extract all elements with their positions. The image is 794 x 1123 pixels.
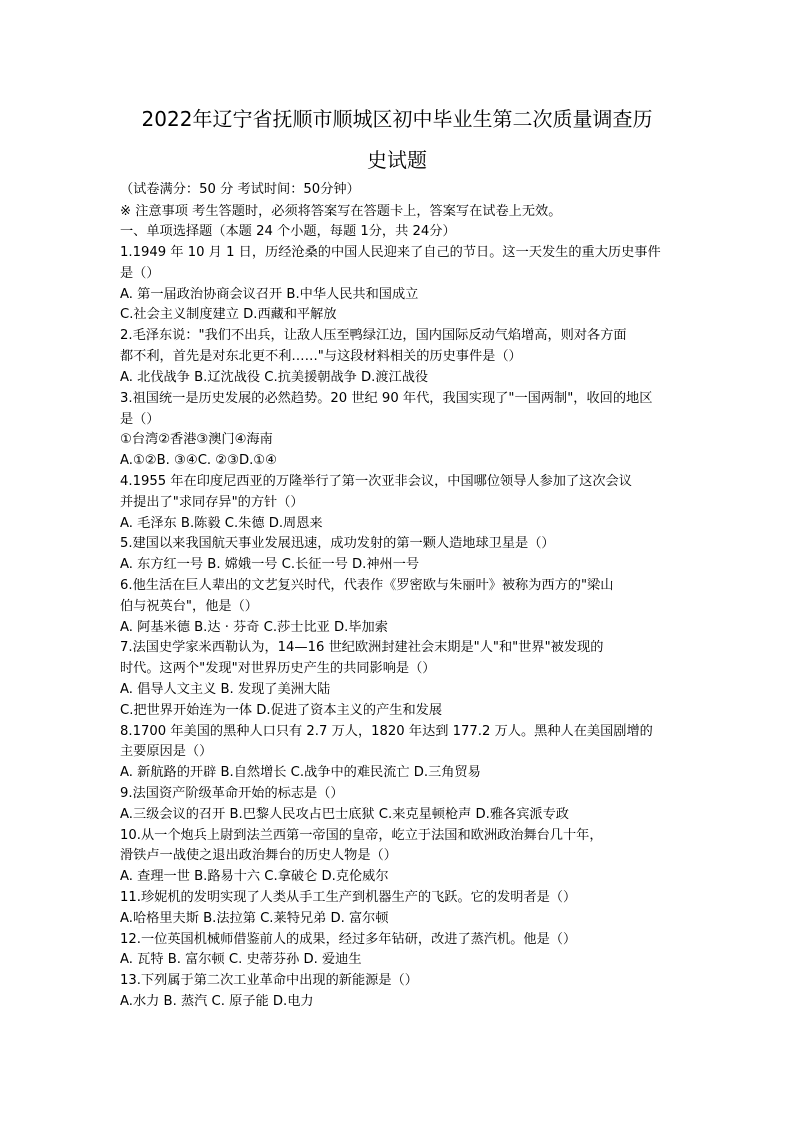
question-text: 时代。这两个"发现"对世界历史产生的共同影响是（） bbox=[120, 661, 436, 676]
answer-options: A. 北伐战争 B.辽沈战役 C.抗美援朝战争 D.渡江战役 bbox=[120, 370, 429, 385]
question-text: 12.一位英国机械师借鉴前人的成果，经过多年钻研，改进了蒸汽机。他是（） bbox=[120, 932, 577, 947]
answer-options: A. 东方红一号 B. 嫦娥一号 C.长征一号 D.神州一号 bbox=[120, 557, 420, 572]
exam-title-line1: 2022年辽宁省抚顺市顺城区初中毕业生第二次质量调查历 bbox=[141, 107, 653, 131]
answer-options: A.①②B. ③④C. ②③D.①④ bbox=[120, 453, 277, 468]
question-text: 9.法国资产阶级革命开始的标志是（） bbox=[120, 786, 344, 801]
question-text: 3.祖国统一是历史发展的必然趋势。20 世纪 90 年代，我国实现了"一国两制"，收回的地区 bbox=[120, 391, 653, 406]
question-text: 滑铁卢一战使之退出政治舞台的历史人物是（） bbox=[120, 848, 397, 863]
question-text: 4.1955 年在印度尼西亚的万隆举行了第一次亚非会议，中国哪位领导人参加了这次会议 bbox=[120, 474, 632, 489]
answer-options: A. 毛泽东 B.陈毅 C.朱德 D.周恩来 bbox=[120, 516, 323, 531]
question-text: 主要原因是（） bbox=[120, 744, 213, 759]
answer-options: C.把世界开始连为一体 D.促进了资本主义的产生和发展 bbox=[120, 703, 443, 718]
answer-options: C.社会主义制度建立 D.西藏和平解放 bbox=[120, 307, 337, 322]
question-text: 13.下列属于第二次工业革命中出现的新能源是（） bbox=[120, 973, 418, 988]
answer-options: A. 倡导人文主义 B. 发现了美洲大陆 bbox=[120, 682, 331, 697]
question-text: 是（） bbox=[120, 412, 160, 427]
question-text: 伯与祝英台"，他是（） bbox=[120, 599, 258, 614]
question-text: 6.他生活在巨人辈出的文艺复兴时代，代表作《罗密欧与朱丽叶》被称为西方的"梁山 bbox=[120, 578, 614, 593]
exam-notice: ※ 注意事项 考生答题时，必须将答案写在答题卡上，答案写在试卷上无效。 bbox=[120, 204, 562, 219]
answer-options: A. 第一届政治协商会议召开 B.中华人民共和国成立 bbox=[120, 287, 419, 302]
answer-options: A.三级会议的召开 B.巴黎人民攻占巴士底狱 C.来克星顿枪声 D.雅各宾派专政 bbox=[120, 807, 569, 822]
answer-options: A. 阿基米德 B.达 · 芬奇 C.莎士比亚 D.毕加索 bbox=[120, 620, 388, 635]
answer-options: A. 查理一世 B.路易十六 C.拿破仑 D.克伦威尔 bbox=[120, 869, 389, 884]
question-text: 2.毛泽东说："我们不出兵，让敌人压至鸭绿江边，国内国际反动气焰增高，则对各方面 bbox=[120, 328, 627, 343]
question-text: 都不利，首先是对东北更不利……"与这段材料相关的历史事件是（） bbox=[120, 349, 522, 364]
answer-options: A.哈格里夫斯 B.法拉第 C.莱特兄弟 D. 富尔顿 bbox=[120, 911, 389, 926]
answer-options: A. 新航路的开辟 B.自然增长 C.战争中的难民流亡 D.三角贸易 bbox=[120, 765, 481, 780]
answer-options: A. 瓦特 B. 富尔顿 C. 史蒂芬孙 D. 爱迪生 bbox=[120, 952, 362, 967]
question-text: 5.建国以来我国航天事业发展迅速，成功发射的第一颗人造地球卫星是（） bbox=[120, 536, 555, 551]
question-text: 1.1949 年 10 月 1 日，历经沧桑的中国人民迎来了自己的节日。这一天发生的重大历史事件 bbox=[120, 245, 661, 260]
question-text: 10.从一个炮兵上尉到法兰西第一帝国的皇帝，屹立于法国和欧洲政治舞台几十年， bbox=[120, 828, 603, 843]
question-text: 8.1700 年美国的黑种人口只有 2.7 万人，1820 年达到 177.2 万人。黑种人在美国剧增的 bbox=[120, 724, 653, 739]
question-text: 并提出了"求同存异"的方针（） bbox=[120, 495, 304, 510]
question-text: 11.珍妮机的发明实现了人类从手工生产到机器生产的飞跃。它的发明者是（） bbox=[120, 890, 577, 905]
question-text: 7.法国史学家米西勒认为，14—16 世纪欧洲封建社会末期是"人"和"世界"被发现的 bbox=[120, 640, 604, 655]
exam-info: （试卷满分：50 分 考试时间：50分钟） bbox=[120, 182, 360, 197]
section-heading: 一、单项选择题（本题 24 个小题，每题 1分，共 24分） bbox=[120, 224, 456, 239]
answer-options: A.水力 B. 蒸汽 C. 原子能 D.电力 bbox=[120, 994, 314, 1009]
question-text: 是（） bbox=[120, 266, 160, 281]
exam-title-line2: 史试题 bbox=[367, 148, 427, 172]
question-items: ①台湾②香港③澳门④海南 bbox=[120, 432, 273, 447]
